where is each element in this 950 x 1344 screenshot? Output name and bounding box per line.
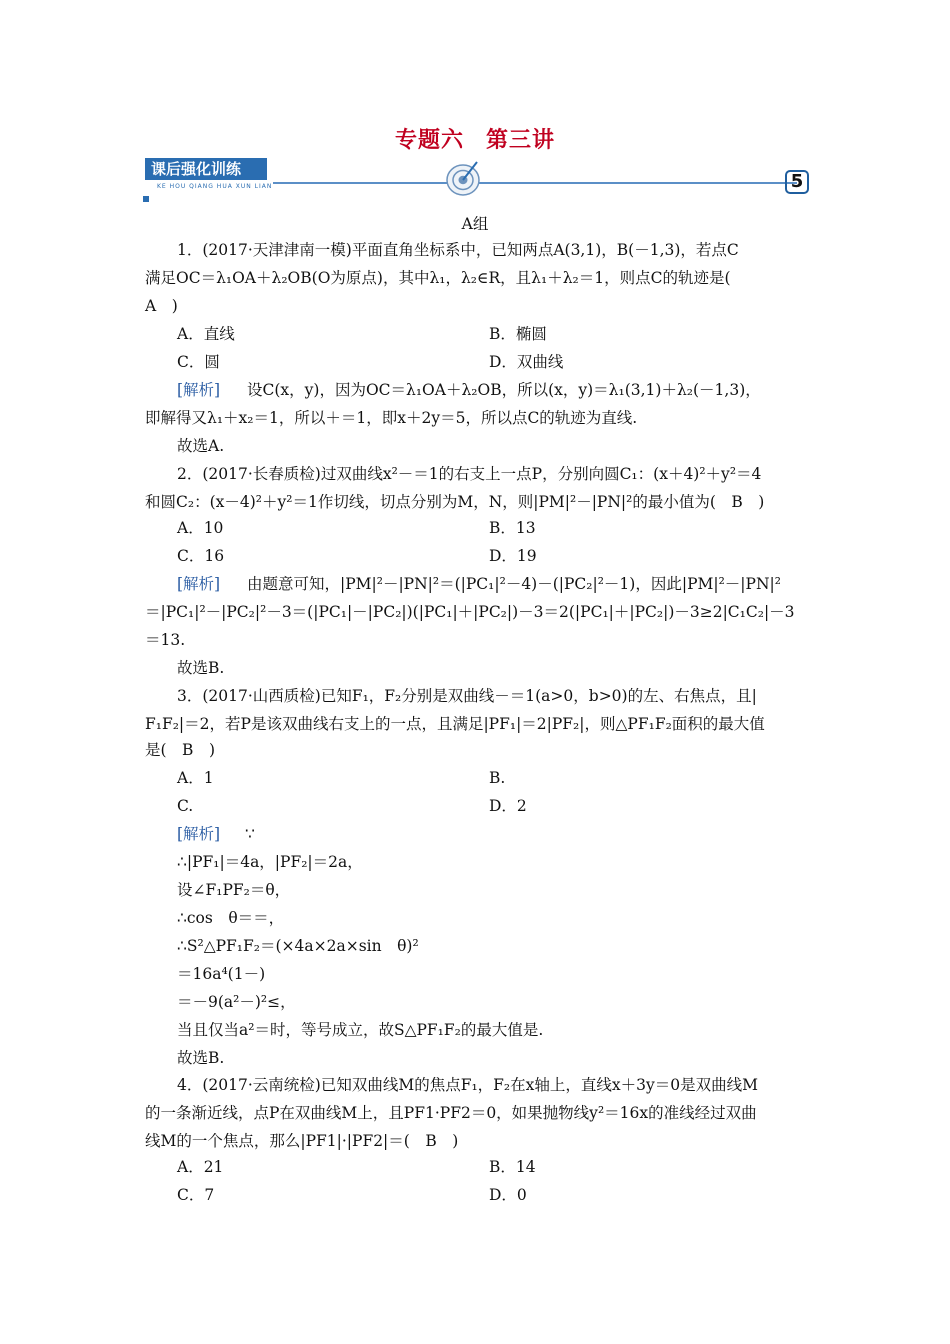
text-line: 和圆C₂：(x－4)²＋y²＝1作切线，切点分别为M，N，则|PM|²－|PN|²的最小值为( B ) [145,493,765,511]
text-line: ∴S²△PF₁F₂＝(×4a×2a×sin θ)² [177,937,419,955]
text-line: B．14 [489,1158,536,1176]
text-line: ＝13. [145,631,186,649]
text-line: 的一条渐近线，点P在双曲线M上，且PF1·PF2＝0，如果抛物线y²＝16x的准线经过双曲 [145,1104,757,1122]
title-topic: 专题六 [394,127,464,153]
text-line: ＝|PC₁|²－|PC₂|²－3＝(|PC₁|－|PC₂|)(|PC₁|＋|PC₂|)－3＝2(|PC₁|＋|PC₂|)－3≥2|C₁C₂|－3 [145,603,795,621]
text-line: D．19 [489,547,537,565]
text-line: ∴|PF₁|＝4a，|PF₂|＝2a， [177,853,363,871]
text-line: 故选B. [177,1049,225,1067]
text-line: C．16 [177,547,225,565]
text-line: F₁F₂|＝2，若P是该双曲线右支上的一点，且满足|PF₁|＝2|PF₂|，则△PF₁F₂面积的最大值 [145,715,765,733]
text-line: C．圆 [177,353,220,371]
banner-rule [273,182,797,184]
text-line: A．10 [177,519,224,537]
banner-star-icon [143,196,149,202]
text-line: B．椭圆 [489,325,547,343]
text-line: 3．(2017·山西质检)已知F₁，F₂分别是双曲线－＝1(a>0，b>0)的左、右焦点，且| [177,687,757,705]
target-icon [443,158,483,198]
text-line: ∴cos θ＝＝， [177,909,285,927]
text-line: A．21 [177,1158,224,1176]
text-line: ∵ [245,825,255,843]
banner-label: 课后强化训练 [145,158,267,180]
page-title [0,123,950,154]
text-line: 1．(2017·天津津南一模)平面直角坐标系中，已知两点A(3,1)，B(－1,3)，若点C [177,241,739,259]
text-line: A ) [145,297,178,315]
text-line: 当且仅当a²＝时，等号成立，故S△PF₁F₂的最大值是. [177,1021,544,1039]
text-line: 故选B. [177,659,225,677]
analysis-label: [解析] [177,575,221,593]
banner-pinyin: KE HOU QIANG HUA XUN LIAN [157,183,273,190]
analysis-label: [解析] [177,381,221,399]
text-line: D．2 [489,797,527,815]
text-line: 线M的一个焦点，那么|PF1|·|PF2|＝( B ) [145,1132,459,1150]
lesson-number-badge: 5 [785,170,809,194]
text-line: ＝16a⁴(1－) [177,965,266,983]
text-line: C. [177,797,194,815]
text-line: 设C(x，y)，因为OC＝λ₁OA＋λ₂OB，所以(x，y)＝λ₁(3,1)＋λ₂(－1,3)， [247,381,761,399]
text-line: B. [489,769,506,787]
text-line: 故选A. [177,437,225,455]
text-line: 4．(2017·云南统检)已知双曲线M的焦点F₁，F₂在x轴上，直线x＋3y＝0是双曲线M [177,1076,758,1094]
analysis-label: [解析] [177,825,221,843]
text-line: 满足OC＝λ₁OA＋λ₂OB(O为原点)，其中λ₁，λ₂∈R，且λ₁＋λ₂＝1，则点C的轨迹是( [145,269,731,287]
text-line: 由题意可知，|PM|²－|PN|²＝(|PC₁|²－4)－(|PC₂|²－1)，因此|PM|²－|PN|² [247,575,781,593]
title-lecture: 第三讲 [486,127,556,153]
text-line: 设∠F₁PF₂＝θ， [177,881,291,899]
text-line: C．7 [177,1186,215,1204]
text-line: 2．(2017·长春质检)过双曲线x²－＝1的右支上一点P，分别向圆C₁：(x＋4)²＋y²＝4 [177,465,762,483]
group-heading: A组 [461,215,489,233]
text-line: 是( B ) [145,741,215,759]
text-line: A．1 [177,769,214,787]
text-line: B．13 [489,519,536,537]
text-line: D．双曲线 [489,353,564,371]
text-line: 即解得又λ₁＋x₂＝1，所以＋＝1，即x＋2y＝5，所以点C的轨迹为直线. [145,409,638,427]
section-banner [143,156,811,202]
text-line: ＝－9(a²－)²≤， [177,993,296,1011]
text-line: A．直线 [177,325,235,343]
text-line: D．0 [489,1186,527,1204]
